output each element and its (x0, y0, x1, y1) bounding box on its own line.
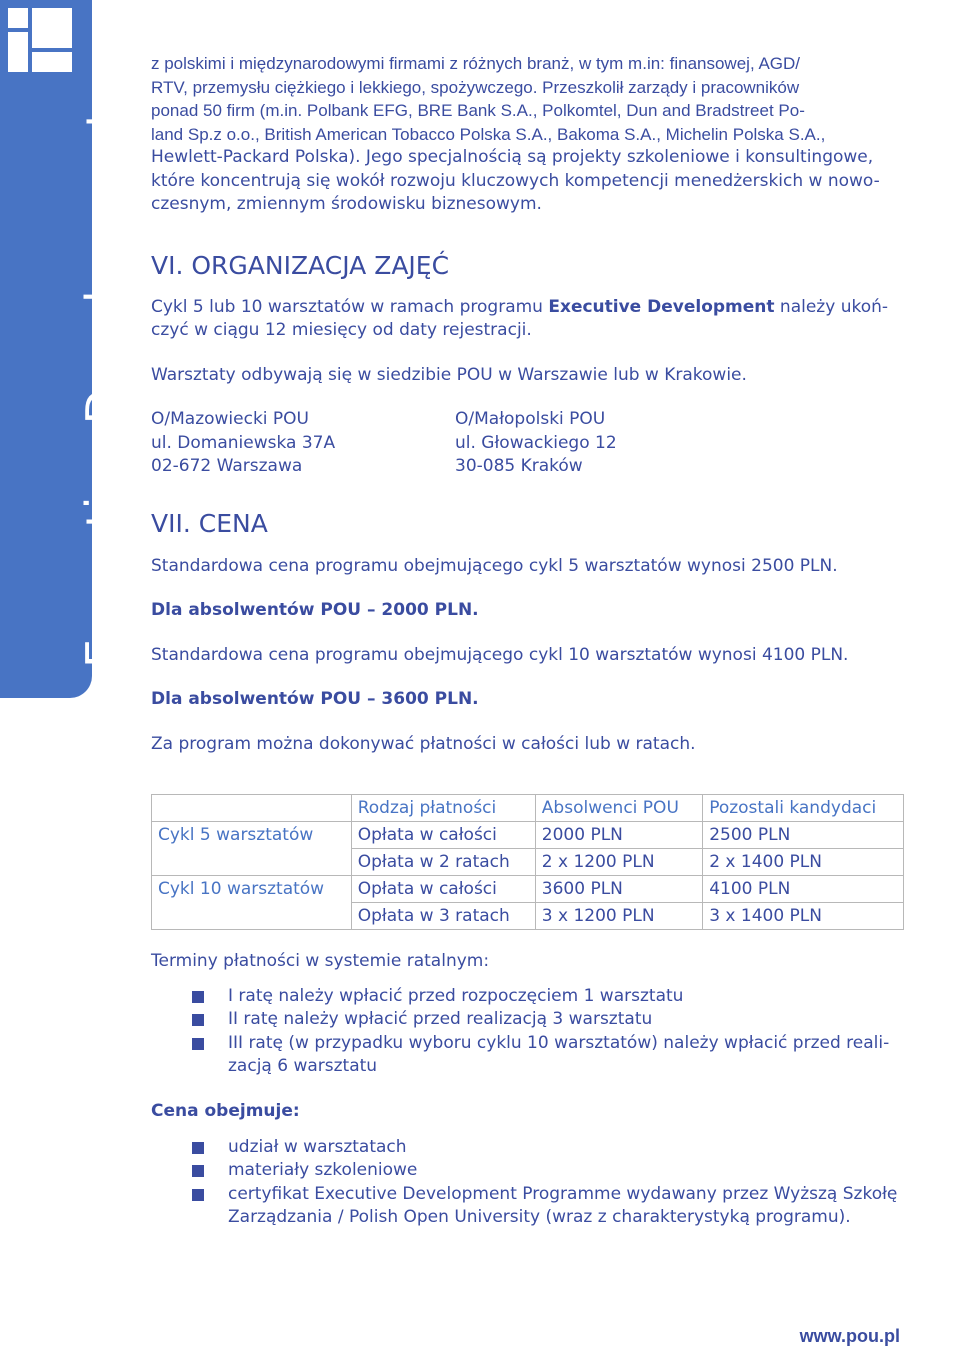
sidebar-banner (0, 0, 130, 698)
intro-line: Hewlett-Packard Polska). Jego specjalnością są projekty szkoleniowe i konsultingowe, (151, 147, 874, 167)
organization-paragraph (151, 296, 905, 343)
program-name: Executive Development (548, 296, 775, 317)
table-cell (152, 849, 352, 876)
intro-paragraph (151, 52, 905, 217)
bullet-icon (192, 1142, 204, 1154)
intro-line: z polskimi i międzynarodowymi firmami z różnych branż, w tym m.in: finansowej, AGD/ (151, 54, 801, 73)
list-item: III ratę (w przypadku wyboru cyklu 10 warsztatów) należy wpłacić przed reali- (0, 1032, 905, 1056)
intro-line: RTV, przemysłu ciężkiego i lekkiego, spożywczego. Przeszkolił zarządy i pracowników (151, 77, 800, 97)
installments-section (151, 950, 905, 1079)
logo-icon (8, 8, 72, 72)
table-cell: 2500 PLN (703, 822, 904, 849)
table-row (152, 849, 904, 876)
list-item-continuation: Zarządzania / Polish Open University (wraz z charakterystyką programu). (228, 1207, 851, 1227)
table-cell: 3 x 1400 PLN (703, 903, 904, 930)
table-cell: Opłata w 2 ratach (351, 849, 535, 876)
org-text-2: należy ukoń- (774, 296, 889, 317)
alumni-price-10: Dla absolwentów POU – 3600 PLN. (151, 689, 479, 709)
bullet-icon (192, 1189, 204, 1201)
table-header-cell (152, 795, 352, 822)
street: ul. Głowackiego 12 (455, 432, 617, 453)
city: 30-085 Kraków (455, 456, 583, 476)
intro-line: ponad 50 firm (m.in. Polbank EFG, BRE Bank S.A., Polkomtel, Dun and Bradstreet Po- (151, 101, 805, 120)
table-header-cell: Rodzaj płatności (351, 795, 535, 822)
list-item: I ratę należy wpłacić przed rozpoczęciem 1 warsztatu (0, 985, 905, 1009)
table-header-cell: Pozostali kandydaci (703, 795, 904, 822)
table-row (152, 822, 904, 849)
table-cell: 3 x 1200 PLN (535, 903, 702, 930)
table-cell: 3600 PLN (535, 876, 702, 903)
includes-title: Cena obejmuje: (151, 1101, 300, 1121)
bullet-icon (192, 1014, 204, 1026)
bullet-icon (192, 1165, 204, 1177)
installments-title: Terminy płatności w systemie ratalnym: (151, 951, 490, 971)
list-item: II ratę należy wpłacić przed realizacją 3 warsztatu (0, 1008, 905, 1032)
bullet-icon (192, 991, 204, 1003)
list-item: materiały szkoleniowe (0, 1159, 905, 1183)
street: ul. Domaniewska 37A (151, 432, 336, 453)
table-cell: Opłata w całości (351, 822, 535, 849)
table-row (152, 876, 904, 903)
list-item: udział w warsztatach (0, 1136, 905, 1160)
org-text-1: Cykl 5 lub 10 warsztatów w ramach programu (151, 296, 549, 317)
city: 02-672 Warszawa (151, 456, 303, 476)
intro-line: czesnym, zmiennym środowisku biznesowym. (151, 194, 542, 214)
table-cell: Cykl 5 warsztatów (152, 822, 352, 849)
list-item-continuation: zacją 6 warsztatu (228, 1056, 378, 1076)
table-header-row (152, 795, 904, 822)
table-cell: 2 x 1200 PLN (535, 849, 702, 876)
table-cell: Opłata w całości (351, 876, 535, 903)
bullet-icon (192, 1038, 204, 1050)
intro-line: które koncentrują się wokół rozwoju kluczowych kompetencji menedżerskich w nowo- (151, 170, 880, 191)
table-cell: 2 x 1400 PLN (703, 849, 904, 876)
org-text-3: czyć w ciągu 12 miesięcy od daty rejestracji. (151, 320, 532, 340)
standard-price-10: Standardowa cena programu obejmującego cykl 10 warsztatów wynosi 4100 PLN. (151, 644, 849, 665)
alumni-price-5: Dla absolwentów POU – 2000 PLN. (151, 600, 479, 620)
standard-price-5: Standardowa cena programu obejmującego cykl 5 warsztatów wynosi 2500 PLN. (151, 555, 838, 576)
table-row (152, 903, 904, 930)
intro-line: land Sp.z o.o., British American Tobacco Polska S.A., Bakoma S.A., Michelin Polska S.A., (151, 124, 826, 144)
section-7-heading: VII. CENA (151, 508, 268, 538)
address-krakow (455, 408, 759, 479)
table-cell (152, 903, 352, 930)
includes-section (151, 1100, 905, 1230)
table-cell: 2000 PLN (535, 822, 702, 849)
installments-list (0, 985, 905, 1079)
location-paragraph: Warsztaty odbywają się w siedzibie POU w Warszawie lub w Krakowie. (151, 364, 747, 385)
table-cell: Cykl 10 warsztatów (152, 876, 352, 903)
price-table (151, 794, 904, 930)
table-cell: Opłata w 3 ratach (351, 903, 535, 930)
sidebar-title: Executive Development (76, 109, 130, 668)
section-6-heading: VI. ORGANIZACJA ZAJĘĆ (151, 250, 450, 280)
branch-name: O/Mazowiecki POU (151, 409, 309, 429)
address-warsaw (151, 408, 455, 479)
list-item: certyfikat Executive Development Programme wydawany przez Wyższą Szkołę (0, 1183, 905, 1207)
main-content (151, 52, 905, 756)
payment-note: Za program można dokonywać płatności w całości lub w ratach. (151, 733, 696, 754)
branch-name: O/Małopolski POU (455, 409, 606, 429)
table-cell: 4100 PLN (703, 876, 904, 903)
includes-list (0, 1136, 905, 1230)
addresses (151, 408, 905, 479)
website-link[interactable]: www.pou.pl (799, 1326, 900, 1346)
table-header-cell: Absolwenci POU (535, 795, 702, 822)
